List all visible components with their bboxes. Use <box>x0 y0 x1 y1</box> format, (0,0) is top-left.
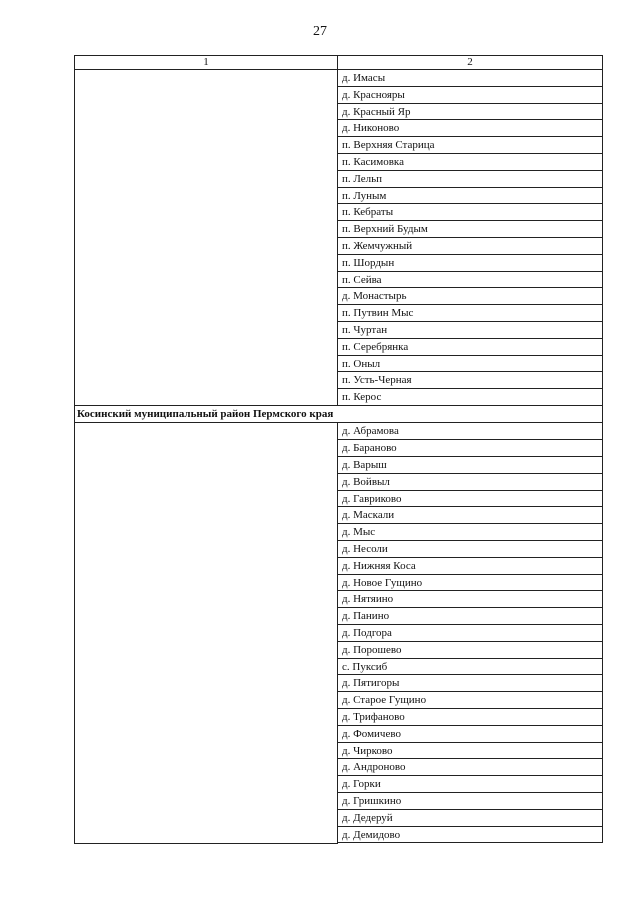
settlement-item: д. Панино <box>338 608 602 625</box>
settlement-list <box>338 70 602 406</box>
settlement-item: п. Кебраты <box>338 204 602 221</box>
municipality-cell <box>75 70 338 406</box>
settlement-item: п. Оныл <box>338 356 602 373</box>
settlement-item: п. Чуртан <box>338 322 602 339</box>
settlement-item: п. Верхняя Старица <box>338 137 602 154</box>
table-body <box>75 70 603 844</box>
settlement-group-row <box>75 423 603 843</box>
column-header-2: 2 <box>338 56 603 70</box>
district-row <box>75 406 603 423</box>
settlement-item: д. Горки <box>338 776 602 793</box>
settlement-item: д. Гришкино <box>338 793 602 810</box>
settlement-item: п. Луным <box>338 188 602 205</box>
settlement-item: д. Демидово <box>338 827 602 844</box>
settlement-item: д. Несоли <box>338 541 602 558</box>
settlement-item: п. Верхний Будым <box>338 221 602 238</box>
settlement-item: д. Нижняя Коса <box>338 558 602 575</box>
settlement-item: д. Трифаново <box>338 709 602 726</box>
district-name: Косинский муниципальный район Пермского края <box>75 406 603 423</box>
settlement-item: д. Мыс <box>338 524 602 541</box>
table-header <box>75 56 603 70</box>
settlement-item: п. Лельп <box>338 171 602 188</box>
municipality-cell <box>75 423 338 843</box>
settlements-cell <box>338 423 603 843</box>
settlement-item: д. Имасы <box>338 70 602 87</box>
settlement-item: д. Никоново <box>338 120 602 137</box>
settlement-item: п. Путвин Мыс <box>338 305 602 322</box>
settlement-item: п. Касимовка <box>338 154 602 171</box>
settlement-item: д. Варыш <box>338 457 602 474</box>
settlement-item: д. Подгора <box>338 625 602 642</box>
settlement-item: д. Монастырь <box>338 288 602 305</box>
settlements-cell <box>338 70 603 406</box>
settlement-item: д. Фомичево <box>338 726 602 743</box>
settlement-item: д. Войвыл <box>338 474 602 491</box>
settlement-item: д. Андроново <box>338 759 602 776</box>
settlement-item: д. Маскали <box>338 507 602 524</box>
settlement-item: д. Порошево <box>338 642 602 659</box>
settlement-item: д. Дедеруй <box>338 810 602 827</box>
settlement-item: п. Керос <box>338 389 602 406</box>
settlement-item: с. Пуксиб <box>338 659 602 676</box>
settlement-item: д. Гавриково <box>338 491 602 508</box>
settlement-list <box>338 423 602 843</box>
settlement-item: д. Краснояры <box>338 87 602 104</box>
settlement-item: д. Абрамова <box>338 423 602 440</box>
settlement-item: п. Жемчужный <box>338 238 602 255</box>
settlement-item: д. Красный Яр <box>338 104 602 121</box>
column-header-1: 1 <box>75 56 338 70</box>
settlement-item: п. Шордын <box>338 255 602 272</box>
settlement-item: д. Бараново <box>338 440 602 457</box>
page-number: 27 <box>313 24 327 39</box>
settlements-table <box>74 55 603 844</box>
settlement-item: п. Усть-Черная <box>338 372 602 389</box>
settlement-item: д. Новое Гущино <box>338 575 602 592</box>
settlement-item: д. Чирково <box>338 743 602 760</box>
settlement-group-row <box>75 70 603 406</box>
settlement-item: д. Старое Гущино <box>338 692 602 709</box>
settlement-item: п. Серебрянка <box>338 339 602 356</box>
settlement-item: п. Сейва <box>338 272 602 289</box>
settlement-item: д. Нятяино <box>338 591 602 608</box>
settlement-item: д. Пятигоры <box>338 675 602 692</box>
